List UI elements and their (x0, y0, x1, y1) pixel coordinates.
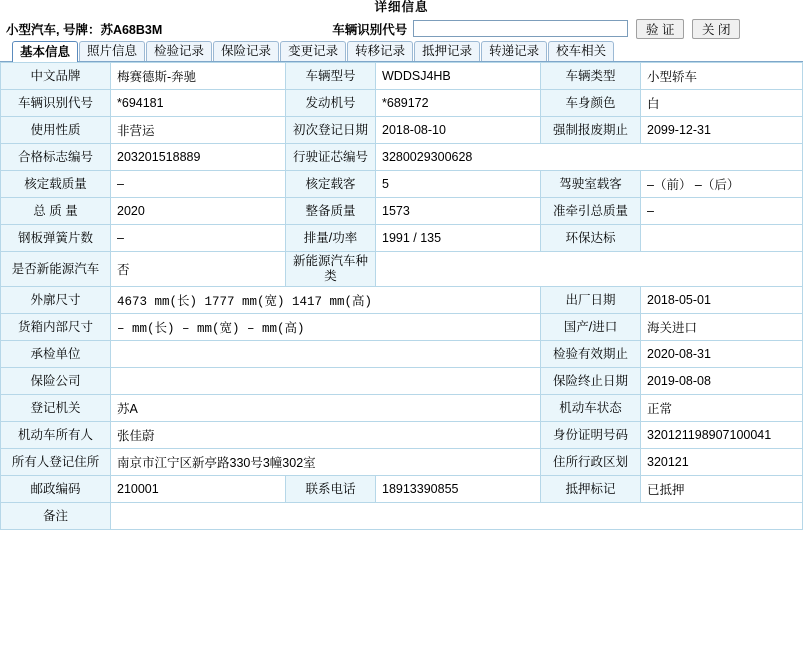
displacement-power-value: 1991 / 135 (376, 225, 541, 252)
phone-value: 18913390855 (376, 476, 541, 503)
seats-label: 核定载客 (286, 171, 376, 198)
displacement-power-label: 排量/功率 (286, 225, 376, 252)
tab-mortgage-records[interactable]: 抵押记录 (414, 41, 480, 61)
first-registration-label: 初次登记日期 (286, 117, 376, 144)
owner-address-label: 所有人登记住所 (1, 449, 111, 476)
table-row (1, 252, 803, 287)
table-row (1, 63, 803, 90)
emission-standard-label: 环保达标 (541, 225, 641, 252)
usage-value: 非营运 (111, 117, 286, 144)
table-row (1, 225, 803, 252)
new-energy-kind-value (376, 252, 803, 287)
registration-authority-value: 苏A (111, 395, 541, 422)
vin-search-label: 车辆识别代号 (332, 22, 408, 37)
table-row (1, 476, 803, 503)
tow-mass-label: 准牵引总质量 (541, 198, 641, 225)
district-code-value: 320121 (641, 449, 803, 476)
tab-transfer-records[interactable]: 转移记录 (347, 41, 413, 61)
insurance-end-value: 2019-08-08 (641, 368, 803, 395)
vehicle-type-label: 车辆类型 (541, 63, 641, 90)
district-code-label: 住所行政区划 (541, 449, 641, 476)
table-row (1, 368, 803, 395)
brand-label: 中文品牌 (1, 63, 111, 90)
tab-change-records[interactable]: 变更记录 (280, 41, 346, 61)
plate-toolbar (0, 14, 803, 40)
factory-date-label: 出厂日期 (541, 287, 641, 314)
first-registration-value: 2018-08-10 (376, 117, 541, 144)
table-row (1, 503, 803, 530)
outer-dimension-label: 外廓尺寸 (1, 287, 111, 314)
table-row (1, 287, 803, 314)
tab-inspection-records[interactable]: 检验记录 (146, 41, 212, 61)
inspection-unit-label: 承检单位 (1, 341, 111, 368)
tow-mass-value: – (641, 198, 803, 225)
cab-seats-value: –（前） –（后） (641, 171, 803, 198)
scrap-date-value: 2099-12-31 (641, 117, 803, 144)
tab-insurance-records[interactable]: 保险记录 (213, 41, 279, 61)
owner-address-value: 南京市江宁区新亭路330号3幢302室 (111, 449, 541, 476)
registration-authority-label: 登记机关 (1, 395, 111, 422)
table-row (1, 144, 803, 171)
tab-bar (0, 40, 803, 62)
owner-value: 张佳蔚 (111, 422, 541, 449)
vehicle-status-value: 正常 (641, 395, 803, 422)
cab-seats-label: 驾驶室载客 (541, 171, 641, 198)
mortgage-mark-label: 抵押标记 (541, 476, 641, 503)
remark-value (111, 503, 803, 530)
mortgage-mark-value: 已抵押 (641, 476, 803, 503)
tab-delivery-records[interactable]: 转递记录 (481, 41, 547, 61)
usage-label: 使用性质 (1, 117, 111, 144)
engine-no-value: *689172 (376, 90, 541, 117)
cargo-dimension-value: – mm(长) – mm(宽) – mm(高) (111, 314, 541, 341)
table-row (1, 198, 803, 225)
verify-button[interactable]: 验 证 (636, 19, 684, 39)
vin-search-input[interactable] (413, 20, 628, 37)
outer-dimension-value: 4673 mm(长) 1777 mm(宽) 1417 mm(高) (111, 287, 541, 314)
owner-label: 机动车所有人 (1, 422, 111, 449)
origin-value: 海关进口 (641, 314, 803, 341)
curb-mass-label: 整备质量 (286, 198, 376, 225)
new-energy-kind-label: 新能源汽车种类 (286, 252, 376, 287)
table-row (1, 90, 803, 117)
remark-label: 备注 (1, 503, 111, 530)
id-number-value: 320121198907100041 (641, 422, 803, 449)
table-row (1, 117, 803, 144)
table-row (1, 449, 803, 476)
inspection-valid-value: 2020-08-31 (641, 341, 803, 368)
travel-certificate-label: 行驶证芯编号 (286, 144, 376, 171)
insurance-company-label: 保险公司 (1, 368, 111, 395)
certificate-no-label: 合格标志编号 (1, 144, 111, 171)
load-mass-label: 核定载质量 (1, 171, 111, 198)
curb-mass-value: 1573 (376, 198, 541, 225)
travel-certificate-value: 3280029300628 (376, 144, 803, 171)
close-button[interactable]: 关 闭 (692, 19, 740, 39)
body-color-label: 车身颜色 (541, 90, 641, 117)
brand-value: 梅赛德斯-奔驰 (111, 63, 286, 90)
scrap-date-label: 强制报废期止 (541, 117, 641, 144)
cargo-dimension-label: 货箱内部尺寸 (1, 314, 111, 341)
spring-count-value: – (111, 225, 286, 252)
inspection-valid-label: 检验有效期止 (541, 341, 641, 368)
table-row (1, 341, 803, 368)
gross-mass-value: 2020 (111, 198, 286, 225)
id-number-label: 身份证明号码 (541, 422, 641, 449)
insurance-company-value (111, 368, 541, 395)
seats-value: 5 (376, 171, 541, 198)
vehicle-status-label: 机动车状态 (541, 395, 641, 422)
load-mass-value: – (111, 171, 286, 198)
vin-value: *694181 (111, 90, 286, 117)
new-energy-value: 否 (111, 252, 286, 287)
body-color-value: 白 (641, 90, 803, 117)
table-row (1, 314, 803, 341)
vehicle-summary-label: 小型汽车, 号牌：苏A68B3M (6, 22, 163, 37)
tab-photo-info[interactable]: 照片信息 (79, 41, 145, 61)
phone-label: 联系电话 (286, 476, 376, 503)
vin-label: 车辆识别代号 (1, 90, 111, 117)
spring-count-label: 钢板弹簧片数 (1, 225, 111, 252)
origin-label: 国产/进口 (541, 314, 641, 341)
model-value: WDDSJ4HB (376, 63, 541, 90)
factory-date-value: 2018-05-01 (641, 287, 803, 314)
gross-mass-label: 总 质 量 (1, 198, 111, 225)
postcode-value: 210001 (111, 476, 286, 503)
postcode-label: 邮政编码 (1, 476, 111, 503)
model-label: 车辆型号 (286, 63, 376, 90)
table-row (1, 171, 803, 198)
insurance-end-label: 保险终止日期 (541, 368, 641, 395)
emission-standard-value (641, 225, 803, 252)
certificate-no-value: 203201518889 (111, 144, 286, 171)
tab-basic-info[interactable]: 基本信息 (12, 41, 78, 62)
table-row (1, 395, 803, 422)
vehicle-type-value: 小型轿车 (641, 63, 803, 90)
inspection-unit-value (111, 341, 541, 368)
new-energy-label: 是否新能源汽车 (1, 252, 111, 287)
engine-no-label: 发动机号 (286, 90, 376, 117)
vehicle-detail-table (0, 62, 803, 530)
table-row (1, 422, 803, 449)
window-title: 详细信息 (374, 0, 429, 14)
tab-school-bus[interactable]: 校车相关 (548, 41, 614, 61)
